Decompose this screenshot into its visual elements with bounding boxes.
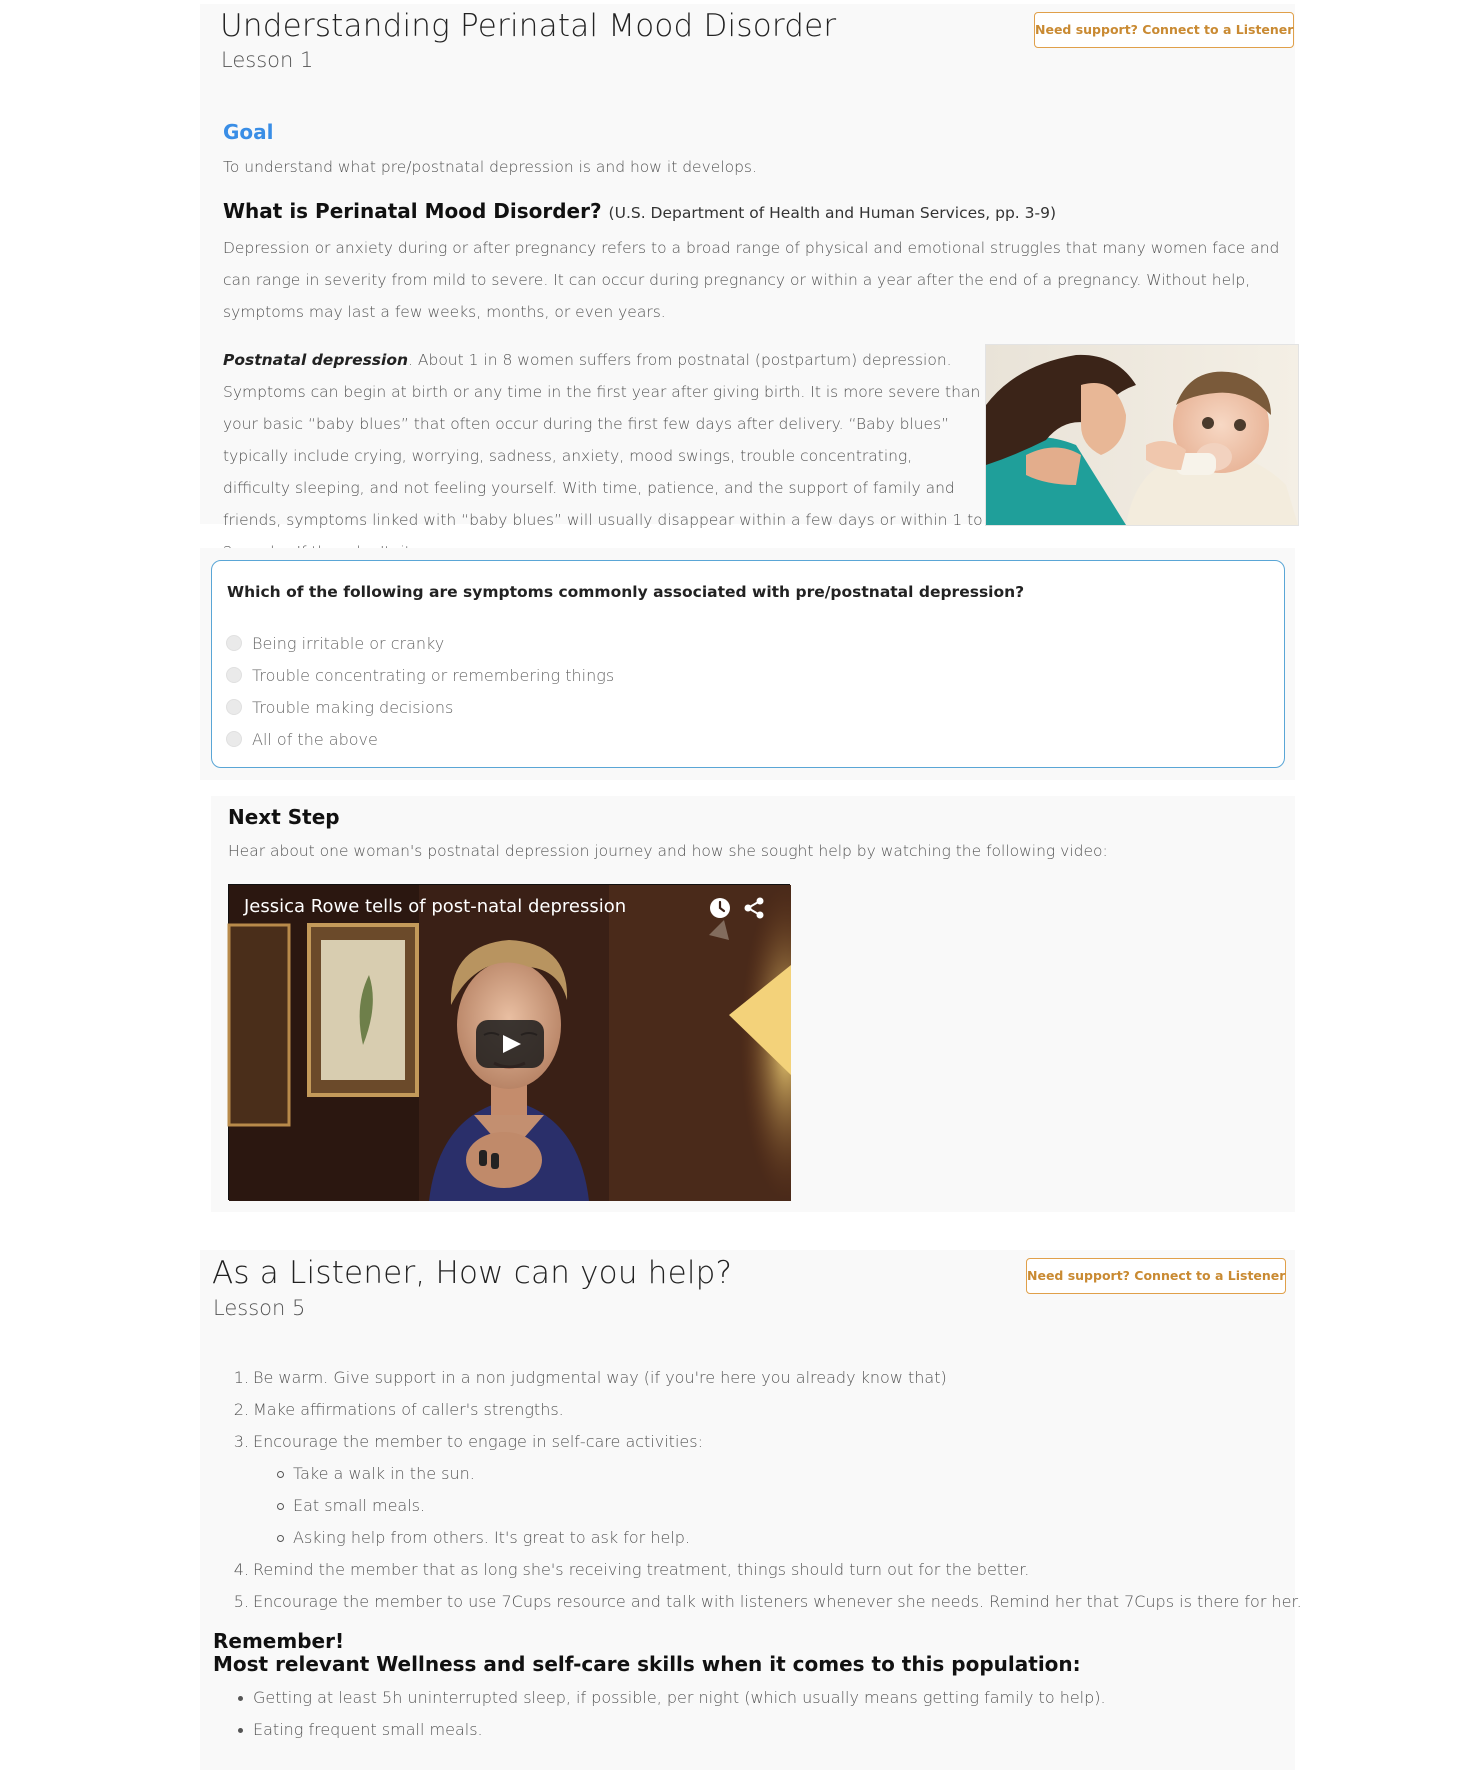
next-step-text: Hear about one woman's postnatal depression journey and how she sought help by watching the following video: (228, 842, 1108, 860)
citation: (U.S. Department of Health and Human Services, pp. 3-9) (608, 204, 1056, 222)
quiz-option[interactable] (226, 629, 444, 657)
quiz-question: Which of the following are symptoms commonly associated with pre/postnatal depression? (227, 583, 1025, 601)
postnatal-paragraph (223, 344, 983, 568)
quiz-option[interactable] (226, 661, 614, 689)
play-icon (476, 1020, 544, 1068)
section-heading (223, 199, 1056, 223)
list-item-text: Make affirmations of caller's strengths. (253, 1400, 564, 1419)
list-number: 1. (233, 1368, 249, 1387)
quiz-option-label: Trouble concentrating or remembering things (252, 665, 615, 685)
list-item-text: Remind the member that as long she's receiving treatment, things should turn out for the better. (253, 1560, 1030, 1579)
quiz-option-label: All of the above (252, 729, 378, 749)
postnatal-text: . About 1 in 8 women suffers from postnatal (postpartum) depression. Symptoms can begin at birth or any time in the first year after giving birth. It is more severe than your basic “baby blues” that often occur during the first few days after delivery. “Baby blues” typically include crying, worrying, sadness, anxiety, mood swings, trouble concentrating, difficulty sleeping, and not feeling yourself. With time, patience, and the support of family and friends, symptoms linked with “baby blues” will usually disappear within a few days or within 1 to (223, 351, 983, 529)
circle-bullet-icon (277, 1471, 284, 1478)
video-player[interactable] (228, 884, 790, 1200)
next-step-heading: Next Step (228, 805, 340, 829)
lesson-title: As a Listener, How can you help? (212, 1255, 733, 1291)
quiz-option-label: Being irritable or cranky (252, 633, 445, 653)
play-button[interactable] (476, 1020, 544, 1068)
section-heading-text: What is Perinatal Mood Disorder? (223, 199, 602, 223)
connect-listener-button[interactable]: Need support? Connect to a Listener (1026, 1258, 1286, 1294)
radio-button[interactable] (226, 731, 242, 747)
radio-button[interactable] (226, 699, 242, 715)
list-number: 2. (233, 1400, 249, 1419)
share-icon[interactable] (741, 895, 767, 921)
list-item-text: Getting at least 5h uninterrupted sleep, if possible, per night (which usually means getting family to help). (253, 1688, 1106, 1707)
photo-illustration (986, 345, 1298, 525)
quiz-option[interactable] (226, 725, 378, 753)
list-number: 4. (233, 1560, 249, 1579)
quiz-option[interactable] (226, 693, 453, 721)
remember-subtitle: Most relevant Wellness and self-care skills when it comes to this population: (213, 1652, 1081, 1676)
quiz-card (211, 560, 1285, 768)
list-item-text: Encourage the member to use 7Cups resource and talk with listeners whenever she needs. Remind her that 7Cups is there for her. (253, 1592, 1302, 1611)
remember-heading (213, 1630, 1081, 1676)
sub-list-item-text: Take a walk in the sun. (293, 1464, 475, 1483)
bullet-icon (238, 1728, 243, 1733)
mother-and-baby-photo (985, 344, 1299, 526)
bullet-icon (238, 1696, 243, 1701)
lesson-title: Understanding Perinatal Mood Disorder (220, 8, 837, 44)
watch-later-icon[interactable] (707, 895, 733, 921)
list-number: 5. (233, 1592, 249, 1611)
sub-list-item-text: Eat small meals. (293, 1496, 426, 1515)
circle-bullet-icon (277, 1503, 284, 1510)
sub-list-item-text: Asking help from others. It's great to ask for help. (293, 1528, 690, 1547)
postnatal-lead: Postnatal depression (223, 351, 409, 369)
intro-paragraph: Depression or anxiety during or after pregnancy refers to a broad range of physical and emotional struggles that many women face and can range in severity from mild to severe. It can occur during pregnancy or within a year after the end of a pregnancy. Without help, symptoms may last a few weeks, months, or even years. (223, 239, 1280, 321)
connect-listener-button[interactable]: Need support? Connect to a Listener (1034, 12, 1294, 48)
goal-text: To understand what pre/postnatal depression is and how it develops. (223, 158, 757, 176)
lesson-subtitle: Lesson 1 (221, 48, 314, 72)
list-item-text: Encourage the member to engage in self-care activities: (253, 1432, 703, 1451)
lesson-subtitle: Lesson 5 (213, 1296, 306, 1320)
remember-title: Remember! (213, 1629, 345, 1653)
postnatal-paragraph-container (223, 344, 983, 529)
list-item-text: Be warm. Give support in a non judgmental way (if you're here you already know that) (253, 1368, 947, 1387)
list-item-text: Eating frequent small meals. (253, 1720, 483, 1739)
circle-bullet-icon (277, 1535, 284, 1542)
radio-button[interactable] (226, 635, 242, 651)
goal-heading: Goal (223, 120, 274, 144)
quiz-option-label: Trouble making decisions (252, 697, 454, 717)
radio-button[interactable] (226, 667, 242, 683)
list-number: 3. (233, 1432, 249, 1451)
video-title: Jessica Rowe tells of post-natal depression (244, 896, 627, 917)
